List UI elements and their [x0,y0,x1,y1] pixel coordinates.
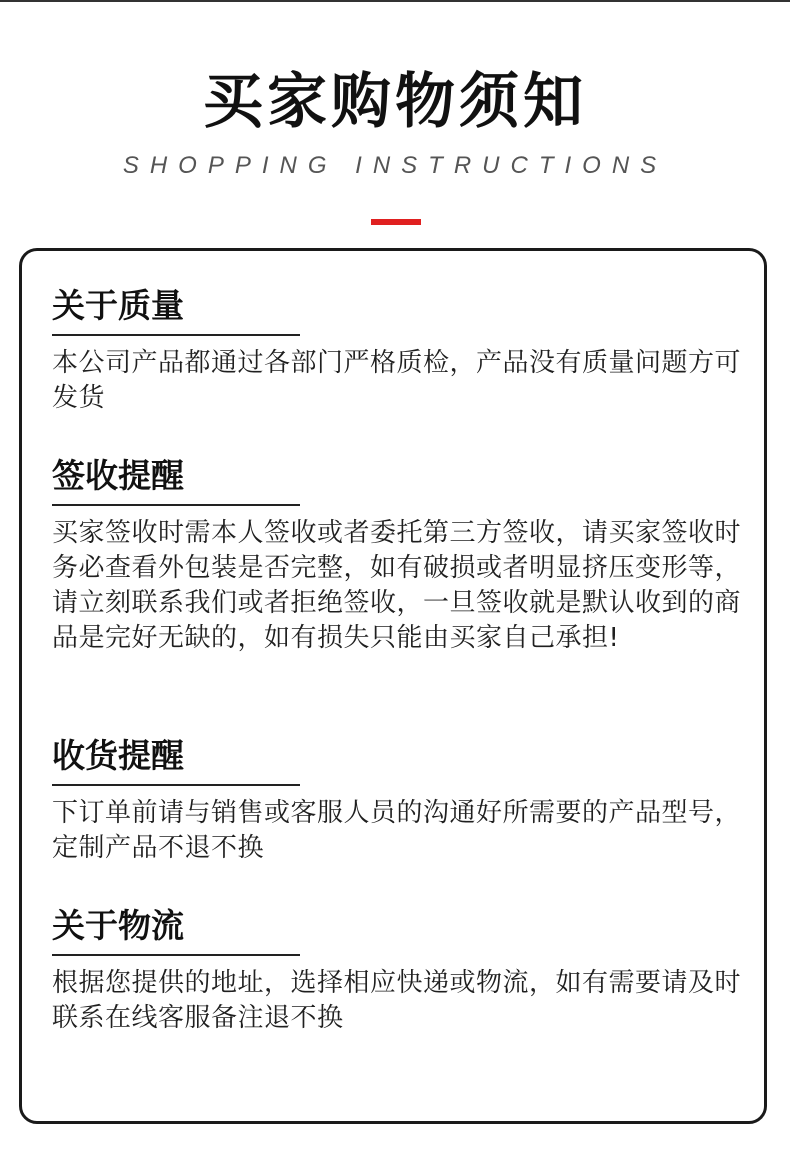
section-body: 根据您提供的地址，选择相应快递或物流，如有需要请及时联系在线客服备注退不换 [52,968,742,1033]
section-heading: 收货提醒 [52,734,300,786]
section-quality [52,284,752,416]
section-receiving-reminder [52,734,752,866]
top-divider [0,0,790,2]
section-heading: 关于物流 [52,904,300,956]
section-signing-reminder [52,454,752,656]
section-body: 买家签收时需本人签收或者委托第三方签收，请买家签收时务必查看外包装是否完整，如有破损或者明显挤压变形等，请立刻联系我们或者拒绝签收，一旦签收就是默认收到的商品是完好无缺的，如有损失只能由买家自己承担! [52,518,742,653]
section-body: 下订单前请与销售或客服人员的沟通好所需要的产品型号，定制产品不退不换 [52,798,742,863]
page-title: 买家购物须知 [203,67,587,137]
section-body: 本公司产品都通过各部门严格质检，产品没有质量问题方可发货 [52,348,742,413]
accent-bar [371,219,421,225]
page-subtitle: SHOPPING INSTRUCTIONS [122,152,668,179]
section-heading: 关于质量 [52,284,300,336]
section-heading: 签收提醒 [52,454,300,506]
section-logistics [52,904,752,1036]
